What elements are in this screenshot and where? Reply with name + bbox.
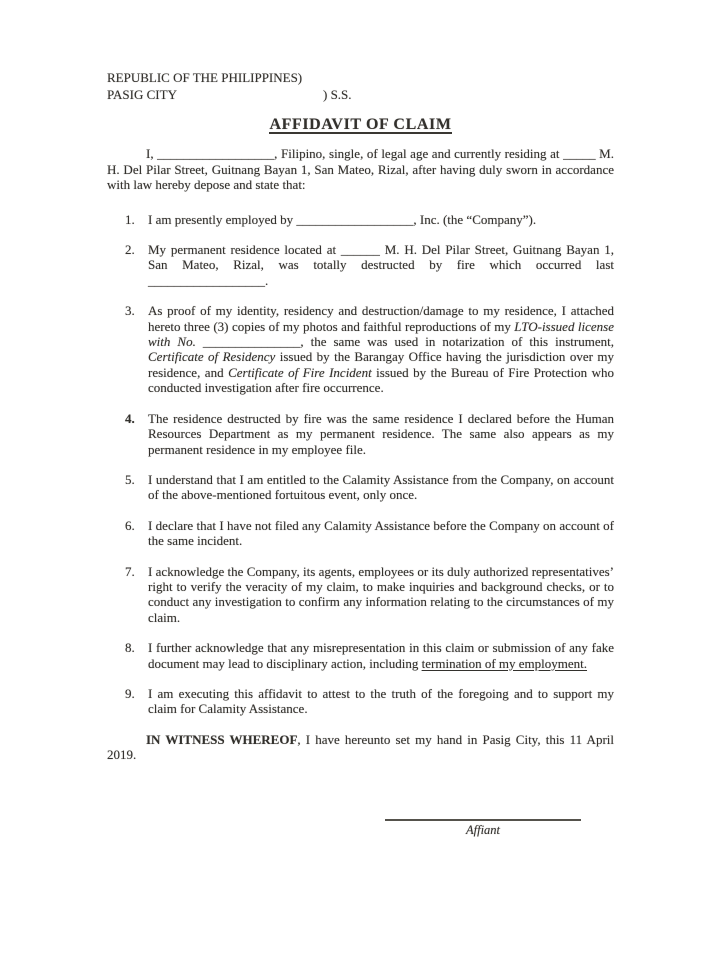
- item-number: 3.: [125, 303, 135, 319]
- item-text: I understand that I am entitled to the Calamity Assistance from the Company, on account of the above-mentioned fortuitous event, only once.: [148, 471, 614, 503]
- item-text: My permanent residence located at ______ M. H. Del Pilar Street, Guitnang Bayan 1, San Mateo, Rizal, was totally destructed by fire which occurred last __________________.: [148, 242, 614, 288]
- item-number: 8.: [125, 640, 135, 656]
- intro-paragraph: I, __________________, Filipino, single, of legal age and currently residing at _____ M. H. Del Pilar Street, Guitnang Bayan 1, San Mateo, Rizal, after having duly sworn in accordance with law hereby depose and state that:: [107, 146, 614, 193]
- item-number: 9.: [125, 685, 135, 701]
- venue-city: PASIG CITY: [107, 86, 177, 102]
- venue-city-line: [107, 87, 614, 104]
- venue-ss-marker: ) S.S.: [323, 86, 352, 102]
- affidavit-numbered-list: [107, 212, 614, 717]
- list-item: [125, 411, 614, 457]
- item-number: 7.: [125, 563, 135, 579]
- item-text: I declare that I have not filed any Calamity Assistance before the Company on account of the same incident.: [148, 517, 614, 549]
- signature-block: [385, 819, 581, 838]
- list-item: [125, 686, 614, 717]
- venue-block: [107, 70, 614, 103]
- item-number: 2.: [125, 242, 135, 258]
- list-item: [125, 242, 614, 288]
- list-item: [125, 472, 614, 503]
- closing-paragraph: IN WITNESS WHEREOF, I have hereunto set my hand in Pasig City, this 11 April 2019.: [107, 731, 615, 763]
- list-item: [125, 640, 614, 671]
- item-text: I acknowledge the Company, its agents, employees or its duly authorized representatives’ right to verify the veracity of my claim, to make inquiries and background checks, or to conduct any investigation to confirm any information relating to the circumstances of my claim.: [148, 563, 614, 625]
- document-title: AFFIDAVIT OF CLAIM: [269, 116, 452, 133]
- signature-label: Affiant: [465, 822, 501, 837]
- list-item: [125, 518, 614, 549]
- item-text: I am presently employed by __________________, Inc. (the “Company”).: [148, 211, 537, 227]
- item-text: The residence destructed by fire was the same residence I declared before the Human Resources Department as my permanent residence. The same also appears as my permanent residence in my employee file.: [148, 410, 614, 457]
- item-text: As proof of my identity, residency and destruction/damage to my residence, I attached hereto three (3) copies of my photos and faithful reproductions of my LTO-issued license with No. _______________, the same was used in notarization of this instrument, Certificate of Residency issued by the Barangay Office having the jurisdiction over my residence, and Certificate of Fire Incident issued by the Bureau of Fire Protection who conducted investigation after fire occurrence.: [148, 303, 615, 396]
- list-item: [125, 303, 614, 395]
- item-number: 1.: [125, 211, 135, 227]
- list-item: [125, 564, 614, 626]
- venue-republic-line: REPUBLIC OF THE PHILIPPINES): [107, 70, 303, 85]
- list-item: [125, 212, 614, 227]
- item-text: I am executing this affidavit to attest to the truth of the foregoing and to support my claim for Calamity Assistance.: [148, 685, 614, 717]
- title-row: [107, 117, 614, 134]
- document-content: [107, 70, 614, 838]
- item-number: 5.: [125, 471, 135, 487]
- item-text: I further acknowledge that any misrepresentation in this claim or submission of any fake document may lead to disciplinary action, including termination of my employment.: [148, 640, 614, 671]
- item-number: 6.: [125, 517, 135, 533]
- item-number: 4.: [125, 410, 135, 426]
